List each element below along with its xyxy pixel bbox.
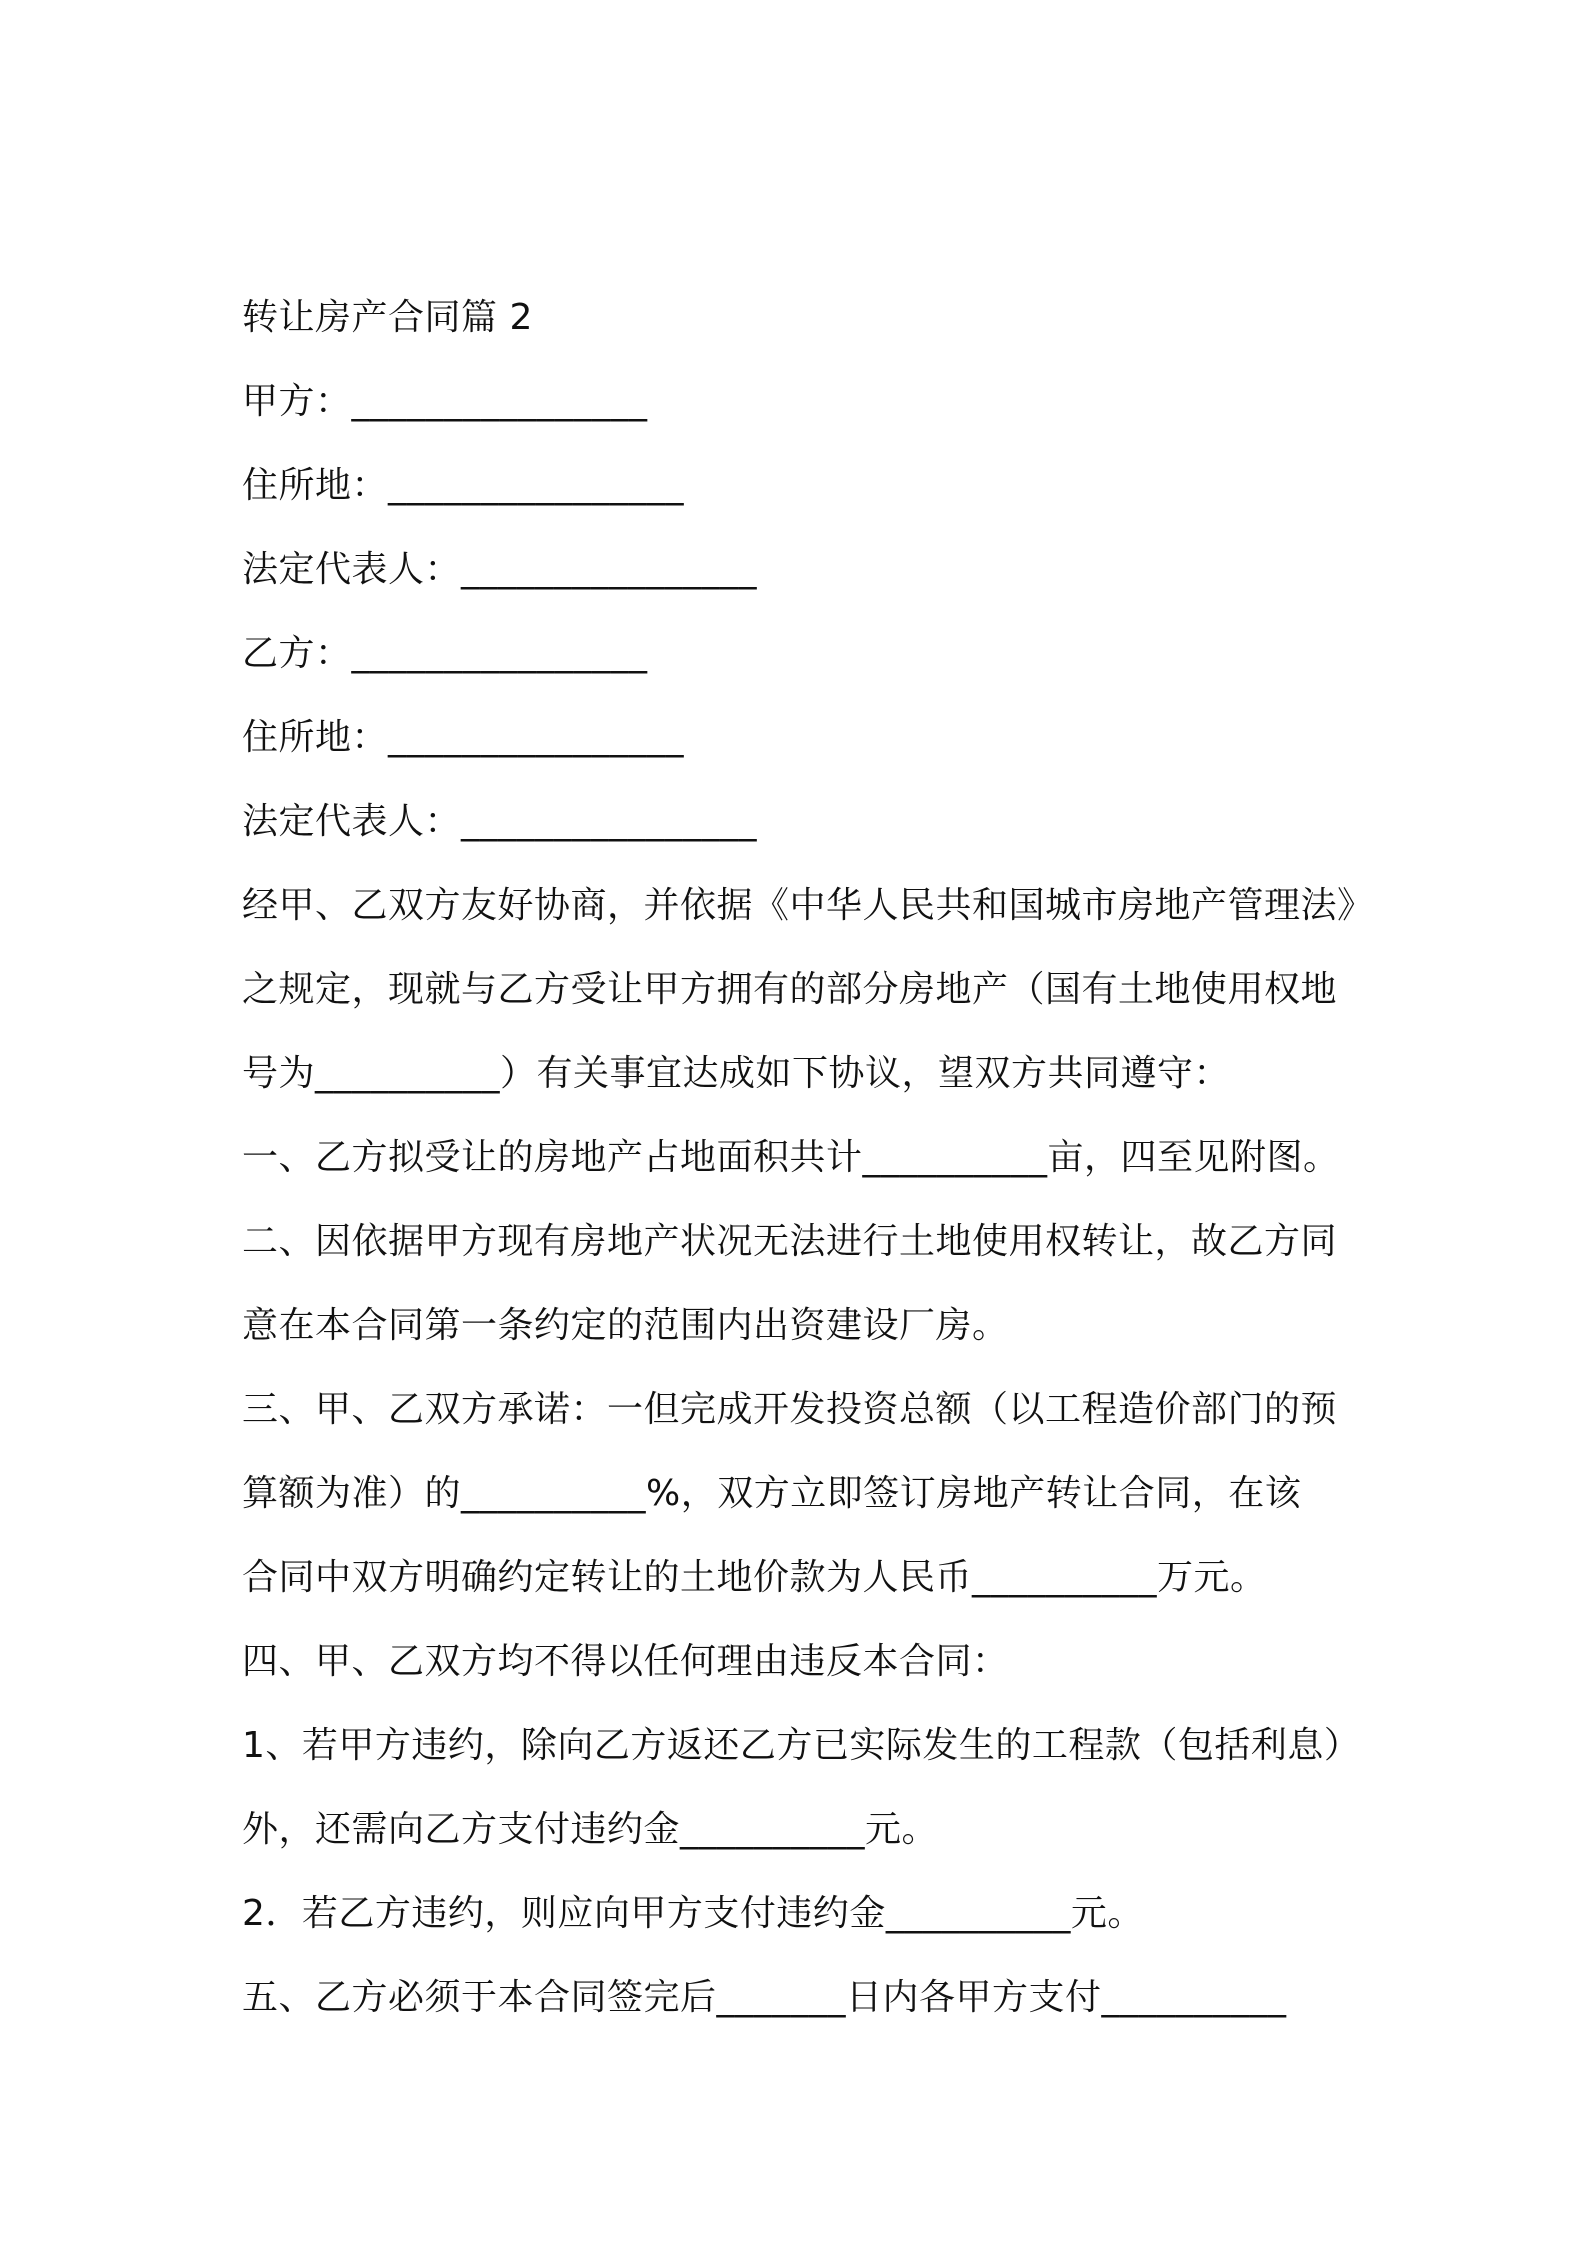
clause-3-line-2: 算额为准）的__________%，双方立即签订房地产转让合同，在该 xyxy=(242,1473,1302,1514)
clause-4-line: 四、甲、乙双方均不得以任何理由违反本合同： xyxy=(242,1641,1009,1682)
party-a-representative-line: 法定代表人：________________ xyxy=(242,549,758,590)
preamble-line-1: 经甲、乙双方友好协商，并依据《中华人民共和国城市房地产管理法》 xyxy=(242,885,1374,926)
clause-4-item-2-line: 2．若乙方违约，则应向甲方支付违约金__________元。 xyxy=(242,1893,1144,1934)
clause-5-line: 五、乙方必须于本合同签完后_______日内各甲方支付__________ xyxy=(242,1977,1287,2018)
clause-3-line-1: 三、甲、乙双方承诺：一但完成开发投资总额（以工程造价部门的预 xyxy=(242,1389,1338,1430)
clause-2-line-2: 意在本合同第一条约定的范围内出资建设厂房。 xyxy=(242,1305,1009,1346)
clause-3-line-3: 合同中双方明确约定转让的土地价款为人民币__________万元。 xyxy=(242,1557,1267,1598)
clause-4-item-1-line-1: 1、若甲方违约，除向乙方返还乙方已实际发生的工程款（包括利息） xyxy=(242,1725,1361,1766)
party-b-representative-line: 法定代表人：________________ xyxy=(242,801,758,842)
document-body xyxy=(242,276,1382,2040)
clause-1-line: 一、乙方拟受让的房地产占地面积共计__________亩，四至见附图。 xyxy=(242,1137,1340,1178)
preamble-line-2: 之规定，现就与乙方受让甲方拥有的部分房地产（国有土地使用权地 xyxy=(242,969,1338,1010)
preamble-line-3: 号为__________）有关事宜达成如下协议，望双方共同遵守： xyxy=(242,1053,1231,1094)
party-b-line: 乙方：________________ xyxy=(242,633,648,674)
clause-4-item-1-line-2: 外，还需向乙方支付违约金__________元。 xyxy=(242,1809,939,1850)
clause-2-line-1: 二、因依据甲方现有房地产状况无法进行土地使用权转让，故乙方同 xyxy=(242,1221,1338,1262)
document-title: 转让房产合同篇 2 xyxy=(242,297,533,338)
party-a-line: 甲方：________________ xyxy=(242,381,648,422)
party-a-address-line: 住所地：________________ xyxy=(242,465,685,506)
party-b-address-line: 住所地：________________ xyxy=(242,717,685,758)
